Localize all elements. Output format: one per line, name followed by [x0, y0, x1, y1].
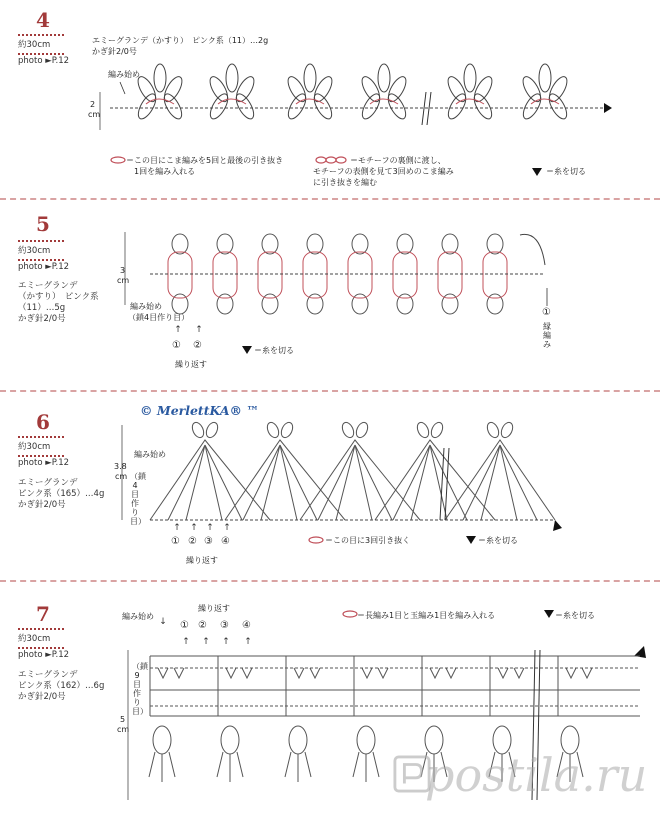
- yarn-info-3: （11）…5g: [18, 303, 66, 313]
- svg-text:↑: ↑: [174, 325, 182, 335]
- svg-text:↑: ↑: [222, 637, 230, 647]
- start-label: 編み始め: [134, 450, 166, 459]
- petal-column: [353, 656, 388, 782]
- svg-text:↓: ↓: [159, 617, 167, 627]
- photo-ref: photo ►P.12: [18, 262, 70, 272]
- height-unit: cm: [117, 276, 130, 285]
- repeat-num-3: ③: [204, 536, 213, 547]
- size-label: 約30cm: [18, 40, 51, 50]
- height-unit: cm: [88, 110, 101, 119]
- hook-info: かぎ針2/0号: [18, 500, 66, 510]
- hook-info: かぎ針2/0号: [18, 692, 66, 702]
- yarn-info: エミーグランデ（かすり） ピンク系（11）…2g: [92, 36, 269, 45]
- hook-info: かぎ針2/0号: [18, 314, 66, 324]
- yarn-info-2: ピンク系（165）…4g: [18, 489, 105, 499]
- svg-text:↑: ↑: [206, 523, 214, 533]
- svg-text:↑: ↑: [223, 523, 231, 533]
- start-label: 編み始め: [108, 70, 140, 79]
- repeat-num-4: ④: [242, 620, 251, 631]
- hook-info: かぎ針2/0号: [92, 47, 137, 56]
- brand-watermark: postila.ru: [425, 748, 648, 802]
- size-label: 約30cm: [18, 246, 51, 256]
- edge-num: ①: [542, 307, 551, 318]
- legend-dc-puff: ＝長編み1目と玉編み1目を編み入れる: [357, 611, 496, 620]
- start-label: 編み始め: [130, 302, 162, 311]
- repeat-label: 繰り返す: [175, 360, 207, 369]
- section-number-6: 6: [36, 410, 50, 434]
- repeat-num-4: ④: [221, 536, 230, 547]
- petal-column: [285, 656, 320, 782]
- edge-label: 縁編み: [543, 322, 551, 349]
- height-label: 3.8: [114, 462, 127, 471]
- photo-ref: photo ►P.12: [18, 650, 70, 660]
- yarn-info: エミーグランデ: [18, 478, 78, 488]
- yarn-info-2: （かすり） ピンク系: [18, 292, 99, 302]
- svg-text:↑: ↑: [190, 523, 198, 533]
- legend-cut: ＝糸を切る: [478, 536, 518, 545]
- repeat-label: 繰り返す: [198, 604, 230, 613]
- legend-back: ＝モチーフの裏側に渡し、: [350, 156, 446, 165]
- section-number-7: 7: [36, 602, 50, 626]
- height-label: 3: [120, 266, 126, 275]
- repeat-num-3: ③: [220, 620, 229, 631]
- legend-cut: ＝糸を切る: [254, 346, 294, 355]
- section-number-4: 4: [36, 8, 50, 32]
- svg-text:↑: ↑: [244, 637, 252, 647]
- svg-text:↑: ↑: [182, 637, 190, 647]
- section-number-5: 5: [36, 212, 50, 236]
- legend-cut: ＝糸を切る: [546, 167, 586, 176]
- yarn-info-2: ピンク系（162）…6g: [18, 681, 105, 691]
- photo-ref: photo ►P.12: [18, 56, 70, 66]
- size-label: 約30cm: [18, 442, 51, 452]
- repeat-label: 繰り返す: [186, 556, 218, 565]
- legend-cut: ＝糸を切る: [555, 611, 595, 620]
- repeat-num-1: ①: [171, 536, 180, 547]
- legend-slip-5: ＝この目にこま編みを5回と最後の引き抜き: [126, 156, 284, 165]
- legend-back-line3: に引き抜きを編む: [313, 178, 377, 187]
- repeat-num-2: ②: [188, 536, 197, 547]
- legend-slip-3: ＝この目に3回引き抜く: [325, 536, 411, 545]
- height-unit: cm: [117, 725, 130, 734]
- svg-text:↑: ↑: [202, 637, 210, 647]
- start-label: 編み始め: [122, 612, 154, 621]
- start-chain-label: （鎖4目作り目）: [130, 472, 146, 526]
- yarn-info: エミーグランデ: [18, 670, 78, 680]
- legend-back-line2: モチーフの表側を見て3回めのこま編み: [313, 167, 454, 176]
- petal-column: [217, 656, 252, 782]
- svg-text:↑: ↑: [195, 325, 203, 335]
- photo-ref: photo ►P.12: [18, 458, 70, 468]
- repeat-num-1: ①: [180, 620, 189, 631]
- petal-column: [149, 656, 184, 782]
- start-label-2: （鎖4目作り目）: [128, 313, 190, 322]
- watermark-text: © MerlettKA® ™: [140, 403, 259, 418]
- size-label: 約30cm: [18, 634, 51, 644]
- start-chain-label: （鎖9目作り目）: [132, 662, 148, 716]
- height-label: 5: [120, 715, 126, 724]
- repeat-num-2: ②: [198, 620, 207, 631]
- height-unit: cm: [115, 472, 128, 481]
- height-label: 2: [90, 100, 96, 109]
- repeat-num-1: ①: [172, 340, 181, 351]
- yarn-info: エミーグランデ: [18, 281, 78, 291]
- legend-slip-5-line2: 1回を編み入れる: [134, 167, 196, 176]
- repeat-num-2: ②: [193, 340, 202, 351]
- svg-text:↑: ↑: [173, 523, 181, 533]
